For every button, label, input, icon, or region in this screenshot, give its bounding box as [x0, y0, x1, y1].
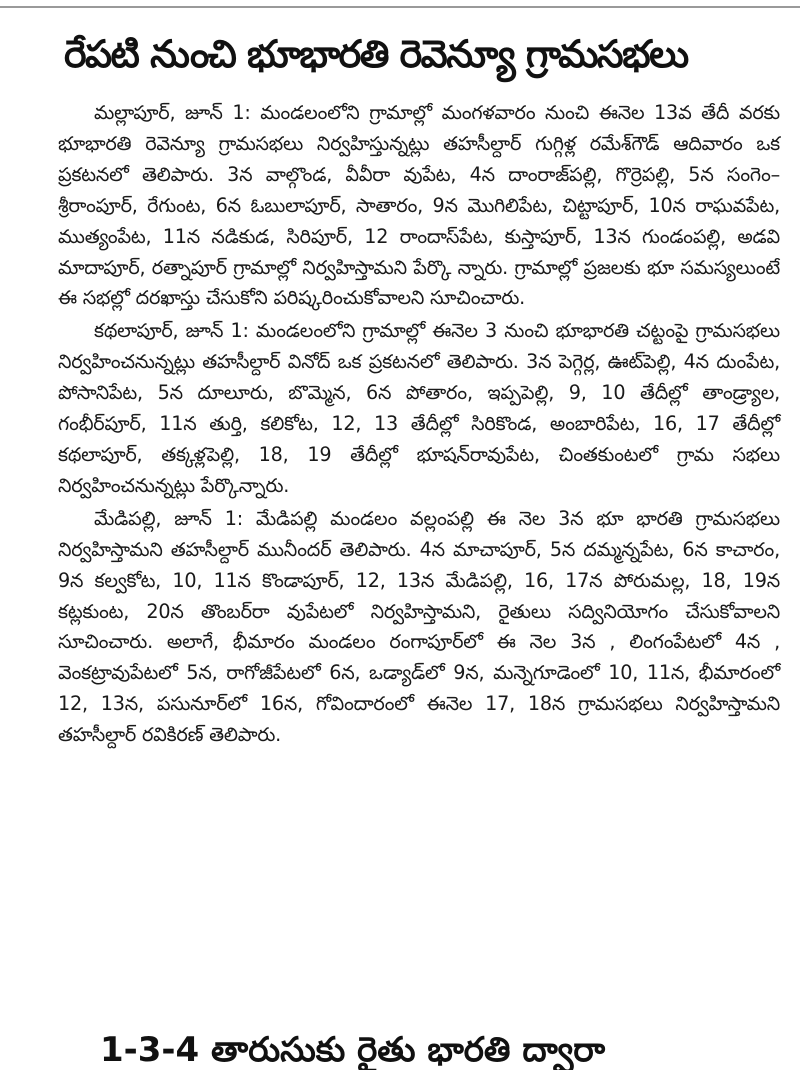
- article-paragraph-kathalapur: కథలాపూర్, జూన్ 1: మండలంలోని గ్రామాల్లో ఈనెల 3 నుంచి భూభారతి చట్టంపై గ్రామసభలు నిర్వహించనున్నట్లు తహసీల్దార్ వినోద్ ఒక ప్రకటనలో తెలిపారు. 3న పెగ్గెర్ల, ఊట్‌పెల్లి, 4న దుంపేట, పోసానిపేట, 5న దూలూరు, బొమ్మెన, 6న పోతారం, ఇప్పపెల్లి, 9, 10 తేదీల్లో తాండ్ర్యాల, గంభీర్‌పూర్, 11న తుర్తి, కలికోట, 12, 13 తేదీల్లో సిరికొండ, అంబారిపేట, 16, 17 తేదీల్లో కథలాపూర్, తక్కళ్లపెల్లి, 18, 19 తేదీల్లో భూషన్‌రావుపేట, చింతకుంటలో గ్రామ సభలు నిర్వహించనున్నట్లు పేర్కొన్నారు.: [58, 319, 780, 497]
- next-article-headline-fragment: 1-3-4 తారుసుకు రైతు భారతి ద్వారా: [100, 1030, 606, 1070]
- article-paragraph-mallapur: మల్లాపూర్, జూన్ 1: మండలంలోని గ్రామాల్లో మంగళవారం నుంచి ఈనెల 13వ తేదీ వరకు భూభారతి రెవెన్యూ గ్రామసభలు నిర్వహిస్తున్నట్లు తహసీల్దార్ గుగ్గిళ్ల రమేశ్‌గౌడ్ ఆదివారం ఒక ప్రకటనలో తెలిపారు. 3న వాల్గొండ, వీవీరా వుపేట, 4న దాంరాజ్‌పల్లి, గొర్రెపల్లి, 5న సంగెం–శ్రీరాంపూర్, రేగుంట, 6న ఓబులాపూర్, సాతారం, 9న మొగిలిపేట, చిట్టాపూర్, 10న రాఘవపేట, ముత్యంపేట, 11న నడికుడ, సిరిపూర్, 12 రాందాస్‌పేట, కుస్తాపూర్, 13న గుండంపల్లి, అడవి మాదాపూర్, రత్నాపూర్ గ్రామాల్లో నిర్వహిస్తామని పేర్కొ న్నారు. గ్రామాల్లో ప్రజలకు భూ సమస్యలుంటే ఈ సభల్లో దరఖాస్తు చేసుకోని పరిష్కరించుకోవాలని సూచించారు.: [58, 101, 780, 310]
- article-headline: రేపటి నుంచి భూభారతి రెవెన్యూ గ్రామసభలు: [64, 32, 688, 76]
- article-paragraph-medipalli: మేడిపల్లి, జూన్ 1: మేడిపల్లి మండలం వల్లంపల్లి ఈ నెల 3న భూ భారతి గ్రామసభలు నిర్వహిస్తామని తహసీల్దార్ మునీందర్ తెలిపారు. 4న మాచాపూర్, 5న దమ్మన్నపేట, 6న కాచారం, 9న కల్వకోట, 10, 11న కొండాపూర్, 12, 13న మేడిపల్లి, 16, 17న పోరుమల్ల, 18, 19న కట్లకుంట, 20న తొంబర్‌రా వుపేటలో నిర్వహిస్తామని, రైతులు సద్వినియోగం చేసుకోవాలని సూచించారు. అలాగే, భీమారం మండలం రంగాపూర్‌లో ఈ నెల 3న , లింగంపేటలో 4న , వెంకట్రావుపేటలో 5న, రాగోజీపేటలో 6న, ఒడ్యాడ్‌లో 9న, మన్నెగూడెంలో 10, 11న, భీమారంలో 12, 13న, పసునూర్‌లో 16న, గోవిందారంలో ఈనెల 17, 18న గ్రామసభలు నిర్వహిస్తామని తహసీల్దార్ రవికిరణ్ తెలిపారు.: [58, 506, 780, 747]
- top-border-rule: [0, 6, 800, 8]
- news-article: [58, 14, 780, 753]
